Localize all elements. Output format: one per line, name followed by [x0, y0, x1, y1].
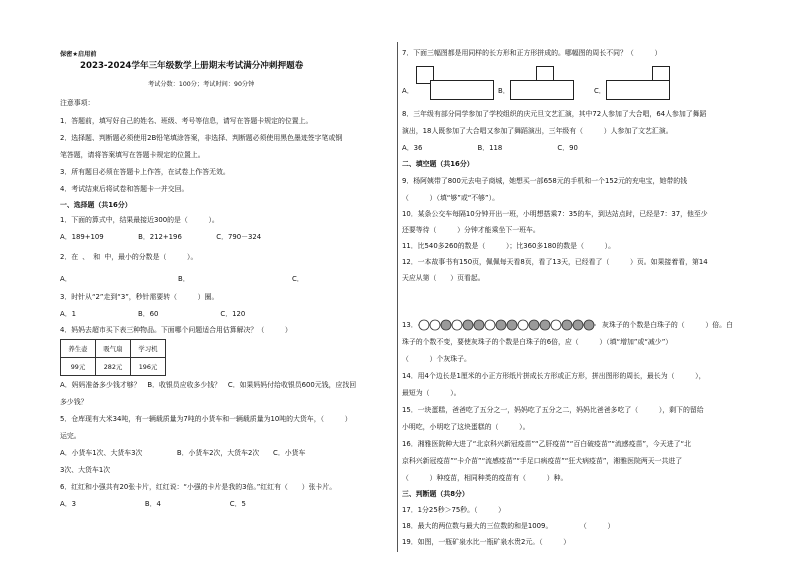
question-8-cont: 演出，18人既参加了大合唱又参加了舞蹈演出，三年级有（ ）人参加了文艺汇演。: [402, 127, 673, 135]
question-13: 灰珠子的个数是白珠子的（ ）倍。白: [602, 321, 733, 329]
table-cell: 196元: [131, 358, 166, 376]
question-4: 4．妈妈去超市买下表三种物品。下面哪个问题适合用估算解决？（ ）: [60, 326, 292, 334]
exam-title: 2023-2024学年三年级数学上册期末考试满分冲刺押题卷: [80, 61, 304, 71]
question-17: 17．1分25秒＞75秒。（ ）: [402, 506, 506, 514]
white-bead: [452, 320, 462, 330]
beads-figure: [418, 318, 596, 332]
gray-bead: [463, 320, 473, 330]
white-bead: [419, 320, 429, 330]
exam-info: 考试分数：100分；考试时间：90分钟: [148, 81, 255, 88]
note-item: 笔答题，请将答案填写在答题卡规定的位置上。: [60, 151, 205, 159]
question-4-options: A．妈妈准备多少钱才够？ B．收银员应收多少钱？ C．如果妈妈付给收银员600元钱，应找回: [60, 381, 357, 389]
section-heading-choice: 一、选择题（共16分）: [60, 201, 132, 209]
gray-bead: [540, 320, 550, 330]
question-10-cont: 还要等待（ ）分钟才能乘坐下一班车。: [402, 226, 540, 234]
figure-a: [416, 66, 496, 102]
white-bead: [485, 320, 495, 330]
question-16-cont: 京科兴新冠疫苗”“卡介苗”“流感疫苗”“手足口病疫苗”“狂犬病疫苗”，湘雅医院两天一共进了: [402, 457, 683, 465]
gray-bead: [474, 320, 484, 330]
note-item: 2．选择题、判断题必须使用2B铅笔填涂答案，非选择、判断题必须使用黑色墨迹签字笔或钢: [60, 134, 343, 142]
table-header: 学习机: [131, 340, 166, 358]
question-9-cont: （ ）（填“够”或“不够”）。: [402, 194, 499, 202]
table-cell: 282元: [96, 358, 131, 376]
note-item: 3．所有题目必须在答题卡上作答，在试卷上作答无效。: [60, 168, 230, 176]
white-bead: [551, 320, 561, 330]
question-12: 12．一本故事书有150页，佩佩每天看8页，看了13天，已经看了（ ）页。如果接着看，第14: [402, 258, 708, 266]
question-14-cont: 最短为（ ）。: [402, 389, 461, 397]
price-table: [60, 339, 166, 376]
question-2-option-c: C．: [292, 275, 304, 283]
section-heading-fill: 二、填空题（共16分）: [402, 160, 474, 168]
table-cell: 99元: [61, 358, 96, 376]
question-14: 14．用4个边长是1厘米的小正方形纸片拼成长方形或正方形，拼出图形的周长，最长为（ ），: [402, 372, 706, 380]
question-4-options-cont: 多少钱？: [60, 398, 88, 406]
section-heading-judge: 三、判断题（共8分）: [402, 490, 469, 498]
question-16: 16．湘雅医院种大进了“北京科兴新冠疫苗”“乙肝疫苗”“百白破疫苗”“流感疫苗”，今天进了“北: [402, 440, 691, 448]
white-bead: [430, 320, 440, 330]
question-15: 15．一块蛋糕，爸爸吃了五分之一，妈妈吃了五分之二，妈妈比爸爸多吃了（ ），剩下的留给: [402, 406, 704, 414]
question-5-options: A．小货车1次、大货车3次 B．小货车2次，大货车2次 C．小货车: [60, 449, 306, 457]
question-1-options: A．189+109 B．212+196 C．790－324: [60, 233, 262, 241]
white-bead: [518, 320, 528, 330]
question-13-cont-2: （ ）个灰珠子。: [402, 355, 471, 363]
gray-bead: [562, 320, 572, 330]
question-8: 8．三年级有部分同学参加了学校组织的庆元旦文艺汇演，其中72人参加了大合唱，64人参加了舞蹈: [402, 110, 707, 118]
secret-label: 保密★启用前: [60, 51, 97, 58]
question-7: 7．下面三幅图都是用同样的长方形和正方形拼成的。哪幅图的周长不同？（ ）: [402, 49, 662, 57]
note-item: 1．答题前，填写好自己的姓名、班级、考号等信息，请写在答题卡规定的位置上。: [60, 117, 313, 125]
question-2-option-b: B．: [178, 275, 190, 283]
question-5: 5．仓库现有大米34吨，有一辆载质量为7吨的小货车和一辆载质量为10吨的大货车，（ ）: [60, 415, 352, 423]
gray-bead: [529, 320, 539, 330]
question-3: 3．时针从“2”走到“3”，秒针需要转（ ）圈。: [60, 293, 219, 301]
gray-bead: [507, 320, 517, 330]
question-2: 2．在 、 和 中，最小的分数是（ ）。: [60, 253, 198, 261]
question-10: 10．某条公交车每隔10分钟开出一班，小明想搭乘7：35的车，到达站点时，已经是7：37，他至少: [402, 210, 708, 218]
question-8-options: A．36 B．118 C．90: [402, 144, 578, 152]
question-6-options: A．3 B．4 C．5: [60, 500, 246, 508]
question-5-cont: 运完。: [60, 432, 81, 440]
gray-bead: [573, 320, 583, 330]
question-18: 18．最大的两位数与最大的三位数的和是1009。 （ ）: [402, 522, 615, 530]
note-item: 4．考试结束后将试卷和答题卡一并交回。: [60, 185, 189, 193]
question-19: 19．如图，一瓶矿泉水比一瓶矿泉水贵2元。（ ）: [402, 538, 571, 546]
figure-c: [606, 66, 686, 102]
figure-label-a: A．: [402, 87, 414, 95]
question-12-cont: 天应从第（ ）页看起。: [402, 274, 485, 282]
question-16-cont-2: （ ）种疫苗，相同种类的疫苗有（ ）种。: [402, 474, 568, 482]
question-9: 9．杨阿姨带了800元去电子商城，她想买一部658元的手机和一个152元的充电宝，她带的钱: [402, 177, 688, 185]
question-1: 1．下面的算式中，结果最接近300的是（ ）。: [60, 216, 219, 224]
question-11: 11．比540多260的数是（ ）；比360多180的数是（ ）。: [402, 242, 615, 250]
question-2-option-a: A．: [60, 275, 72, 283]
figure-b: [510, 66, 590, 102]
question-15-cont: 小明吃，小明吃了这块蛋糕的（ ）。: [402, 423, 530, 431]
question-6: 6．红红和小强共有20张卡片，红红说：“小强的卡片是我的3倍。”红红有（ ）张卡片。: [60, 483, 337, 491]
question-13-label: 13．: [402, 321, 418, 329]
question-13-cont: 珠子的个数不变，要使灰珠子的个数是白珠子的6倍，应（ ）（填“增加”或“减少”）: [402, 338, 673, 346]
question-3-options: A．1 B．60 C．120: [60, 310, 246, 318]
gray-bead: [441, 320, 451, 330]
table-header: 养生壶: [61, 340, 96, 358]
question-5-options-cont: 3次、大货车1次: [60, 466, 111, 474]
notes-heading: 注意事项：: [60, 99, 95, 107]
column-divider: [397, 42, 398, 552]
gray-bead: [584, 320, 594, 330]
figure-label-c: C．: [594, 87, 606, 95]
table-header: 吸气扇: [96, 340, 131, 358]
figure-label-b: B．: [498, 87, 510, 95]
gray-bead: [496, 320, 506, 330]
